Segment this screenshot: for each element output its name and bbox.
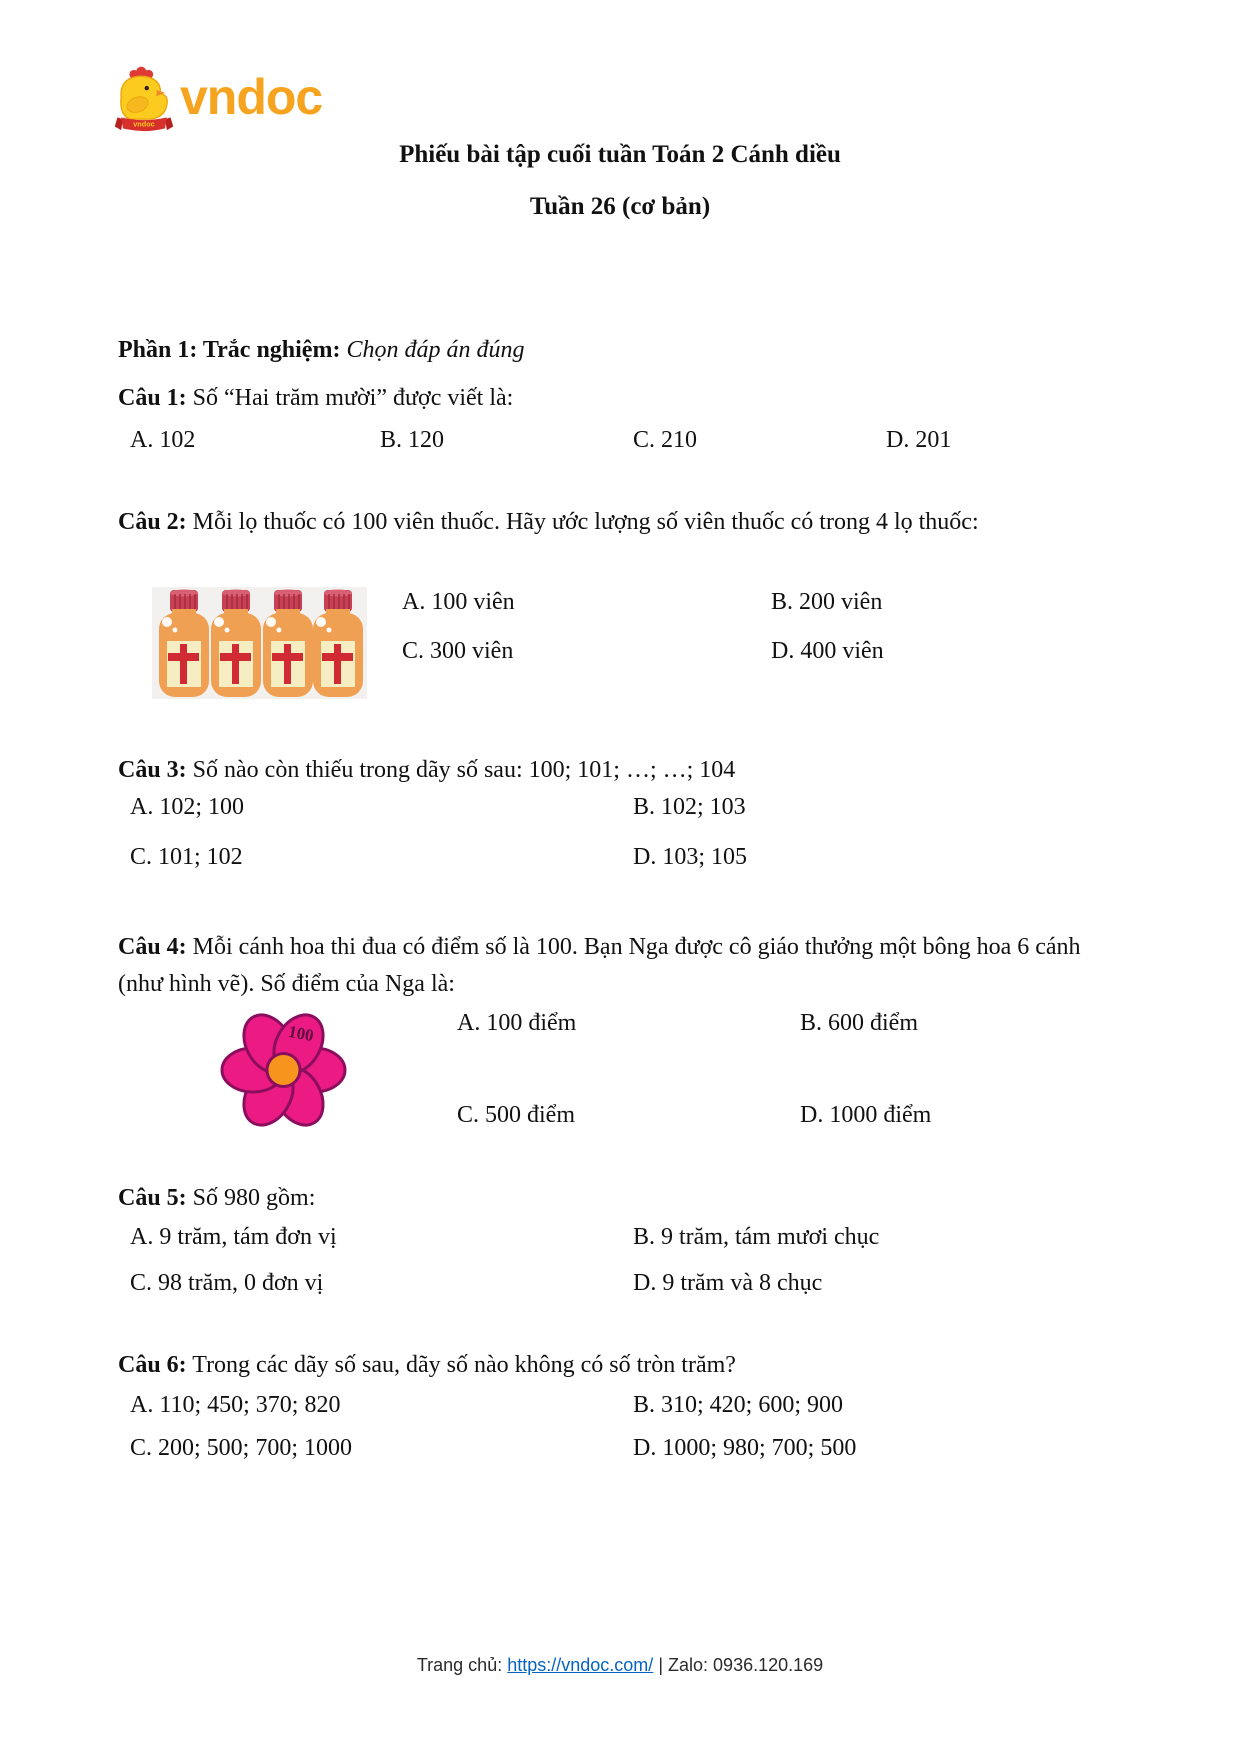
question-3-label: Câu 3:: [118, 757, 187, 783]
question-4-text: Mỗi cánh hoa thi đua có điểm số là 100. Bạn Nga được cô giáo thưởng một bông hoa 6 cánh (như hình vẽ). Số điểm của Nga là:: [118, 934, 1081, 997]
footer-zalo: Zalo: 0936.120.169: [668, 1655, 824, 1675]
q3-option-d: D. 103; 105: [633, 844, 747, 870]
question-3-text: Số nào còn thiếu trong dãy số sau: 100; 101; …; …; 104: [192, 757, 736, 783]
q4-option-d: D. 1000 điểm: [800, 1102, 932, 1128]
q1-option-d: D. 201: [886, 427, 952, 453]
q5-option-a: A. 9 trăm, tám đơn vị: [130, 1224, 337, 1250]
question-6-text: Trong các dãy số sau, dãy số nào không có số tròn trăm?: [192, 1352, 736, 1378]
section-1-heading: [118, 332, 1120, 369]
q2-option-a: A. 100 viên: [402, 589, 515, 615]
q5-option-c: C. 98 trăm, 0 đơn vị: [130, 1270, 324, 1296]
question-6-label: Câu 6:: [118, 1352, 187, 1378]
question-2-label: Câu 2:: [118, 509, 187, 535]
footer-home-link[interactable]: https://vndoc.com/: [507, 1655, 654, 1675]
q6-option-a: A. 110; 450; 370; 820: [130, 1392, 341, 1418]
medicine-bottles-image: [152, 587, 367, 699]
q2-option-d: D. 400 viên: [771, 638, 884, 664]
question-2-text: Mỗi lọ thuốc có 100 viên thuốc. Hãy ước lượng số viên thuốc có trong 4 lọ thuốc:: [192, 509, 979, 535]
question-5-label: Câu 5:: [118, 1185, 187, 1211]
question-4-label: Câu 4:: [118, 934, 187, 960]
page-footer: [0, 1652, 1240, 1678]
section-1-label: Phần 1: Trắc nghiệm:: [118, 337, 341, 363]
q6-option-d: D. 1000; 980; 700; 500: [633, 1435, 857, 1461]
q5-option-d: D. 9 trăm và 8 chục: [633, 1270, 823, 1296]
q6-option-b: B. 310; 420; 600; 900: [633, 1392, 844, 1418]
six-petal-flower-image: [220, 1008, 347, 1133]
question-1-label: Câu 1:: [118, 385, 187, 411]
question-3: [118, 752, 1120, 789]
question-6: [118, 1347, 1120, 1384]
vndoc-wordmark: vndoc: [180, 69, 323, 125]
q3-option-b: B. 102; 103: [633, 794, 746, 820]
q1-option-b: B. 120: [380, 427, 445, 453]
q5-option-b: B. 9 trăm, tám mươi chục: [633, 1224, 880, 1250]
question-5-text: Số 980 gồm:: [192, 1185, 316, 1211]
footer-separator: |: [658, 1655, 664, 1675]
q4-option-c: C. 500 điểm: [457, 1102, 575, 1128]
q3-option-a: A. 102; 100: [130, 794, 244, 820]
vndoc-mascot-icon: [112, 66, 176, 134]
q4-option-b: B. 600 điểm: [800, 1010, 918, 1036]
doc-subtitle: Tuần 26 (cơ bản): [529, 193, 711, 220]
q6-option-c: C. 200; 500; 700; 1000: [130, 1435, 353, 1461]
question-2: [118, 504, 1120, 541]
question-1-text: Số “Hai trăm mười” được viết là:: [192, 385, 514, 411]
q4-option-a: A. 100 điểm: [457, 1010, 577, 1036]
q1-option-a: A. 102: [130, 427, 196, 453]
q1-option-c: C. 210: [633, 427, 698, 453]
question-4: [118, 929, 1120, 1003]
q2-option-c: C. 300 viên: [402, 638, 514, 664]
section-1-instruction: Chọn đáp án đúng: [346, 337, 525, 363]
question-5: [118, 1180, 1120, 1217]
doc-title: Phiếu bài tập cuối tuần Toán 2 Cánh diều: [399, 141, 841, 168]
flower-points-label: 100: [286, 1022, 316, 1046]
footer-home-label: Trang chủ:: [416, 1655, 503, 1675]
q2-option-b: B. 200 viên: [771, 589, 883, 615]
mascot-banner-text: vndoc: [133, 119, 155, 129]
vndoc-logo: [112, 66, 322, 134]
question-1: [118, 380, 1120, 417]
q3-option-c: C. 101; 102: [130, 844, 243, 870]
